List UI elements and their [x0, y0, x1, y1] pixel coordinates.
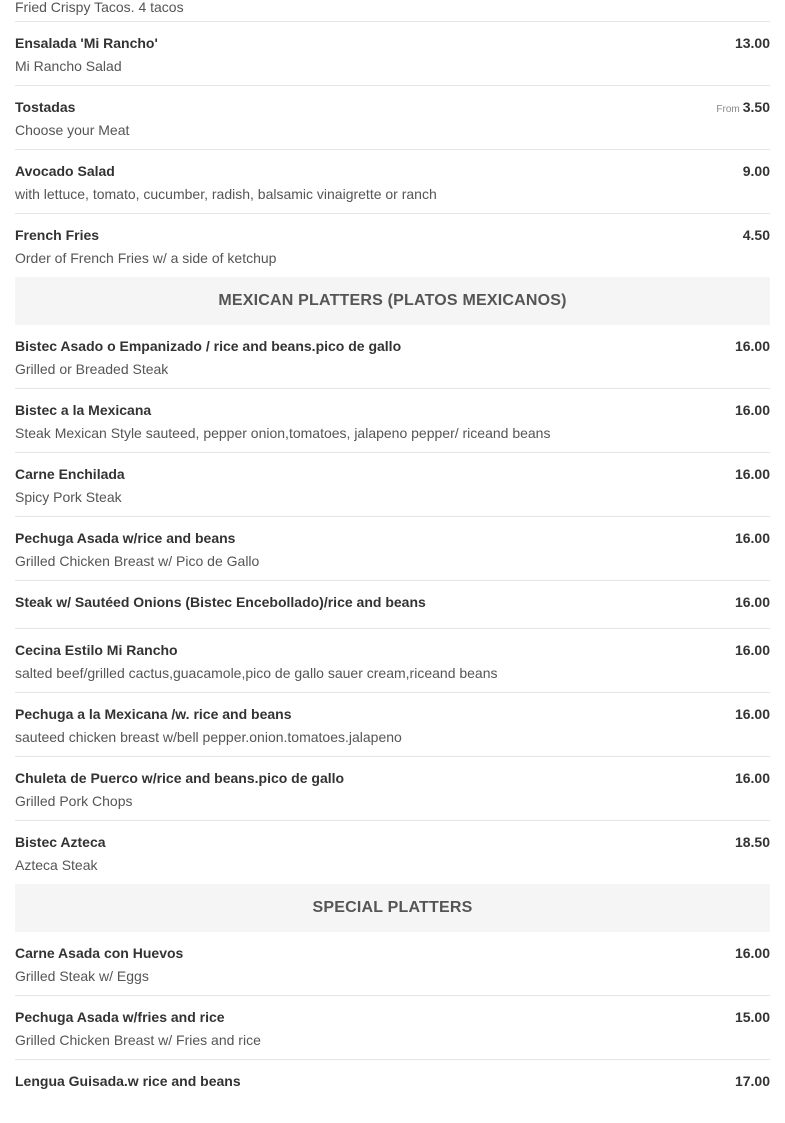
item-price: 16.00 — [734, 338, 770, 354]
item-price: 13.00 — [734, 35, 770, 51]
item-price: 16.00 — [734, 402, 770, 418]
menu-item[interactable] — [15, 629, 770, 693]
item-price: 16.00 — [734, 770, 770, 786]
item-description: Choose your Meat — [15, 122, 130, 138]
section-header-special-platters: SPECIAL PLATTERS — [15, 884, 770, 932]
item-name: Ensalada 'Mi Rancho' — [15, 35, 158, 51]
item-price: 9.00 — [742, 163, 770, 179]
menu-list — [15, 0, 770, 1123]
price-prefix: From — [716, 104, 740, 115]
item-name: French Fries — [15, 227, 100, 243]
price-value: 3.50 — [742, 99, 770, 115]
item-description: sauteed chicken breast w/bell pepper.onion.tomatoes.jalapeno — [15, 729, 402, 745]
item-name: Bistec Asado o Empanizado / rice and beans.pico de gallo — [15, 338, 402, 354]
item-description: Spicy Pork Steak — [15, 489, 122, 505]
item-price: 18.50 — [734, 834, 770, 850]
item-name: Carne Enchilada — [15, 466, 125, 482]
item-price: 17.00 — [734, 1073, 770, 1089]
item-price: 16.00 — [734, 642, 770, 658]
item-name: Pechuga a la Mexicana /w. rice and beans — [15, 706, 292, 722]
item-name: Pechuga Asada w/rice and beans — [15, 530, 236, 546]
item-description: salted beef/grilled cactus,guacamole,pico de gallo sauer cream,riceand beans — [15, 665, 498, 681]
item-description: Grilled Chicken Breast w/ Fries and rice — [15, 1032, 261, 1048]
item-price: 4.50 — [742, 227, 770, 243]
item-price: 15.00 — [734, 1009, 770, 1025]
menu-item[interactable] — [15, 325, 770, 389]
item-description: Mi Rancho Salad — [15, 58, 122, 74]
menu-item[interactable] — [15, 1060, 770, 1123]
menu-item[interactable] — [15, 150, 770, 214]
item-price: 16.00 — [734, 706, 770, 722]
item-name: Carne Asada con Huevos — [15, 945, 184, 961]
section-header-mexican-platters: MEXICAN PLATTERS (PLATOS MEXICANOS) — [15, 277, 770, 325]
item-name: Steak w/ Sautéed Onions (Bistec Encebollado)/rice and beans — [15, 594, 426, 610]
item-name: Bistec a la Mexicana — [15, 402, 152, 418]
item-name: Bistec Azteca — [15, 834, 106, 850]
item-description: with lettuce, tomato, cucumber, radish, balsamic vinaigrette or ranch — [15, 186, 437, 202]
item-price: 16.00 — [734, 466, 770, 482]
item-description: Fried Crispy Tacos. 4 tacos — [15, 0, 184, 15]
menu-item[interactable] — [15, 821, 770, 884]
item-description: Grilled Chicken Breast w/ Pico de Gallo — [15, 553, 260, 569]
item-description: Steak Mexican Style sauteed, pepper onion,tomatoes, jalapeno pepper/ riceand beans — [15, 425, 551, 441]
menu-item[interactable] — [15, 389, 770, 453]
item-price: 16.00 — [734, 594, 770, 610]
item-description: Grilled Pork Chops — [15, 793, 133, 809]
menu-item[interactable] — [15, 453, 770, 517]
item-price — [716, 99, 770, 115]
item-name: Avocado Salad — [15, 163, 115, 179]
item-name: Tostadas — [15, 99, 76, 115]
menu-item[interactable] — [15, 693, 770, 757]
menu-item[interactable] — [15, 996, 770, 1060]
menu-item[interactable] — [15, 581, 770, 629]
item-price: 16.00 — [734, 530, 770, 546]
item-description: Grilled Steak w/ Eggs — [15, 968, 149, 984]
menu-item[interactable] — [15, 22, 770, 86]
item-name: Chuleta de Puerco w/rice and beans.pico de gallo — [15, 770, 345, 786]
item-name: Lengua Guisada.w rice and beans — [15, 1073, 241, 1089]
item-description: Azteca Steak — [15, 857, 98, 873]
menu-item[interactable] — [15, 214, 770, 277]
menu-item[interactable] — [15, 517, 770, 581]
menu-item[interactable] — [15, 932, 770, 996]
menu-item[interactable] — [15, 757, 770, 821]
item-name: Pechuga Asada w/fries and rice — [15, 1009, 225, 1025]
item-description: Grilled or Breaded Steak — [15, 361, 169, 377]
menu-item[interactable] — [15, 86, 770, 150]
item-description: Order of French Fries w/ a side of ketchup — [15, 250, 277, 266]
item-price: 16.00 — [734, 945, 770, 961]
menu-item[interactable] — [15, 0, 770, 22]
item-name: Cecina Estilo Mi Rancho — [15, 642, 178, 658]
